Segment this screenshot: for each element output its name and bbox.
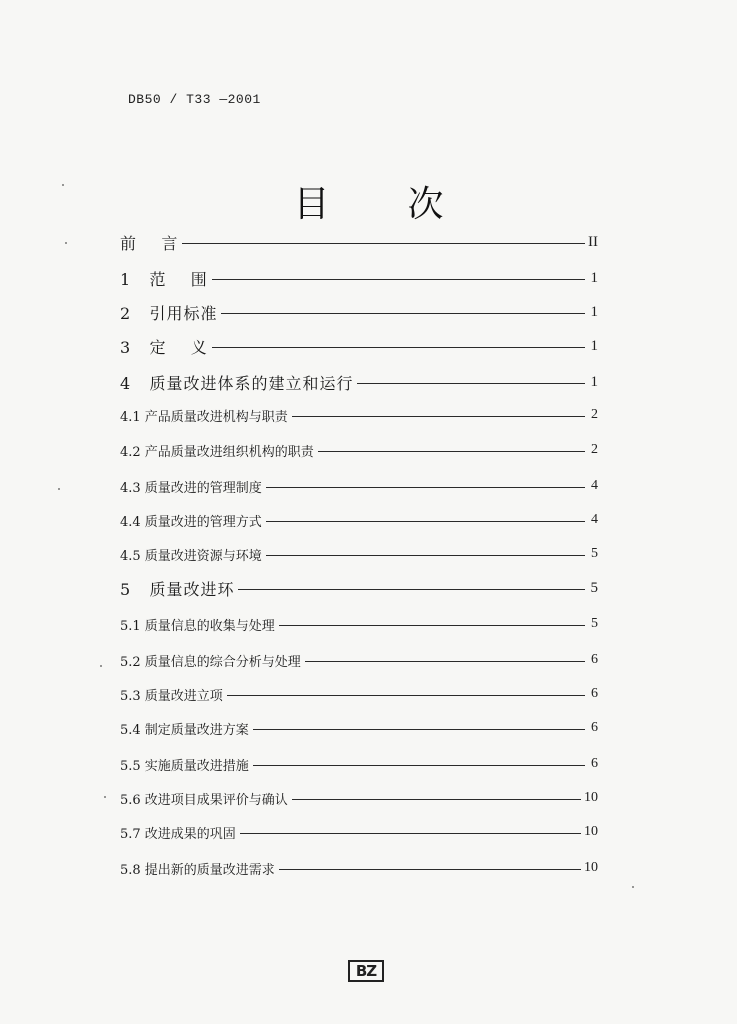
toc-entry-page: 6 bbox=[591, 652, 598, 667]
toc-entry-label: 4 质量改进体系的建立和运行 bbox=[120, 373, 354, 393]
toc-entry-page: II bbox=[588, 233, 598, 250]
toc-entry-label: 5.4 制定质量改进方案 bbox=[120, 722, 249, 738]
toc-entry-page: 4 bbox=[591, 478, 598, 493]
toc-entry bbox=[120, 820, 598, 844]
toc-entry bbox=[120, 576, 598, 600]
scan-speck bbox=[62, 184, 64, 186]
toc-leader-line bbox=[212, 347, 585, 348]
toc-leader-line bbox=[182, 243, 585, 244]
toc-entry bbox=[120, 682, 598, 706]
toc-entry bbox=[120, 300, 598, 324]
toc-entry-page: 5 bbox=[591, 546, 598, 561]
toc-entry bbox=[120, 370, 598, 394]
toc-entry-page: 5 bbox=[591, 616, 598, 631]
toc-entry-page: 10 bbox=[584, 824, 598, 839]
toc-entry-page: 2 bbox=[591, 442, 598, 457]
toc-entry-label: 4.2 产品质量改进组织机构的职责 bbox=[120, 444, 314, 460]
toc-entry bbox=[120, 474, 598, 498]
document-code: DB50 / T33 —2001 bbox=[128, 92, 261, 107]
toc-entry bbox=[120, 542, 598, 566]
toc-leader-line bbox=[221, 313, 585, 314]
toc-entry-page: 1 bbox=[590, 269, 598, 286]
toc-entry-label: 4.4 质量改进的管理方式 bbox=[120, 514, 262, 530]
toc-entry-label: 5.7 改进成果的巩固 bbox=[120, 826, 236, 842]
toc-entry bbox=[120, 438, 598, 462]
toc-leader-line bbox=[292, 416, 585, 417]
scan-speck bbox=[58, 488, 60, 490]
toc-entry-page: 10 bbox=[584, 790, 598, 805]
toc-leader-line bbox=[305, 661, 585, 662]
toc-entry bbox=[120, 508, 598, 532]
toc-entry bbox=[120, 716, 598, 740]
toc-entry-label: 3 定 义 bbox=[120, 337, 208, 357]
toc-entry bbox=[120, 752, 598, 776]
toc-entry bbox=[120, 334, 598, 358]
toc-leader-line bbox=[266, 521, 585, 522]
toc-entry-label: 5.5 实施质量改进措施 bbox=[120, 758, 249, 774]
toc-entry-label: 5.2 质量信息的综合分析与处理 bbox=[120, 654, 301, 670]
toc-entry-label: 4.1 产品质量改进机构与职责 bbox=[120, 409, 288, 425]
toc-entry bbox=[120, 786, 598, 810]
scan-speck bbox=[632, 886, 634, 888]
toc-entry-label: 5.3 质量改进立项 bbox=[120, 688, 223, 704]
toc-entry-label: 5 质量改进环 bbox=[120, 579, 235, 599]
toc-leader-line bbox=[253, 729, 585, 730]
toc-entry-label: 2 引用标准 bbox=[120, 303, 218, 323]
toc-entry-page: 4 bbox=[591, 512, 598, 527]
toc-entry-page: 1 bbox=[590, 337, 598, 354]
toc-leader-line bbox=[266, 555, 585, 556]
toc-entry-page: 6 bbox=[591, 686, 598, 701]
toc-leader-line bbox=[240, 833, 581, 834]
toc-entry-page: 10 bbox=[584, 860, 598, 875]
toc-entry-page: 2 bbox=[591, 407, 598, 422]
toc-entry bbox=[120, 230, 598, 254]
toc-entry-label: 5.8 提出新的质量改进需求 bbox=[120, 862, 275, 878]
toc-title-char-2: 次 bbox=[407, 184, 444, 225]
toc-entry-label: 5.6 改进项目成果评价与确认 bbox=[120, 792, 288, 808]
bz-logo: BZ bbox=[348, 960, 384, 982]
toc-entry-label: 4.3 质量改进的管理制度 bbox=[120, 480, 262, 496]
scan-speck bbox=[104, 796, 106, 798]
toc-leader-line bbox=[212, 279, 585, 280]
toc-leader-line bbox=[357, 383, 585, 384]
toc-entry-label: 前 言 bbox=[120, 233, 179, 253]
toc-entry-label: 1 范 围 bbox=[120, 269, 208, 289]
toc-entry-label: 4.5 质量改进资源与环境 bbox=[120, 548, 262, 564]
toc-entry-page: 1 bbox=[590, 373, 598, 390]
toc-leader-line bbox=[279, 625, 585, 626]
toc-entry-page: 5 bbox=[590, 579, 598, 596]
toc-leader-line bbox=[318, 451, 585, 452]
toc-entry bbox=[120, 856, 598, 880]
toc-entry bbox=[120, 648, 598, 672]
scan-speck bbox=[65, 242, 67, 244]
toc-entry-page: 6 bbox=[591, 756, 598, 771]
toc-leader-line bbox=[292, 799, 581, 800]
toc-leader-line bbox=[227, 695, 585, 696]
toc-title-char-1: 目 bbox=[293, 184, 330, 225]
toc-entry-page: 1 bbox=[590, 303, 598, 320]
toc-entry bbox=[120, 266, 598, 290]
toc-leader-line bbox=[279, 869, 581, 870]
toc-entry-label: 5.1 质量信息的收集与处理 bbox=[120, 618, 275, 634]
toc-entry bbox=[120, 403, 598, 427]
toc-leader-line bbox=[253, 765, 585, 766]
toc-leader-line bbox=[266, 487, 585, 488]
toc-leader-line bbox=[238, 589, 585, 590]
scan-speck bbox=[100, 665, 102, 667]
toc-entry-page: 6 bbox=[591, 720, 598, 735]
toc-entry bbox=[120, 612, 598, 636]
